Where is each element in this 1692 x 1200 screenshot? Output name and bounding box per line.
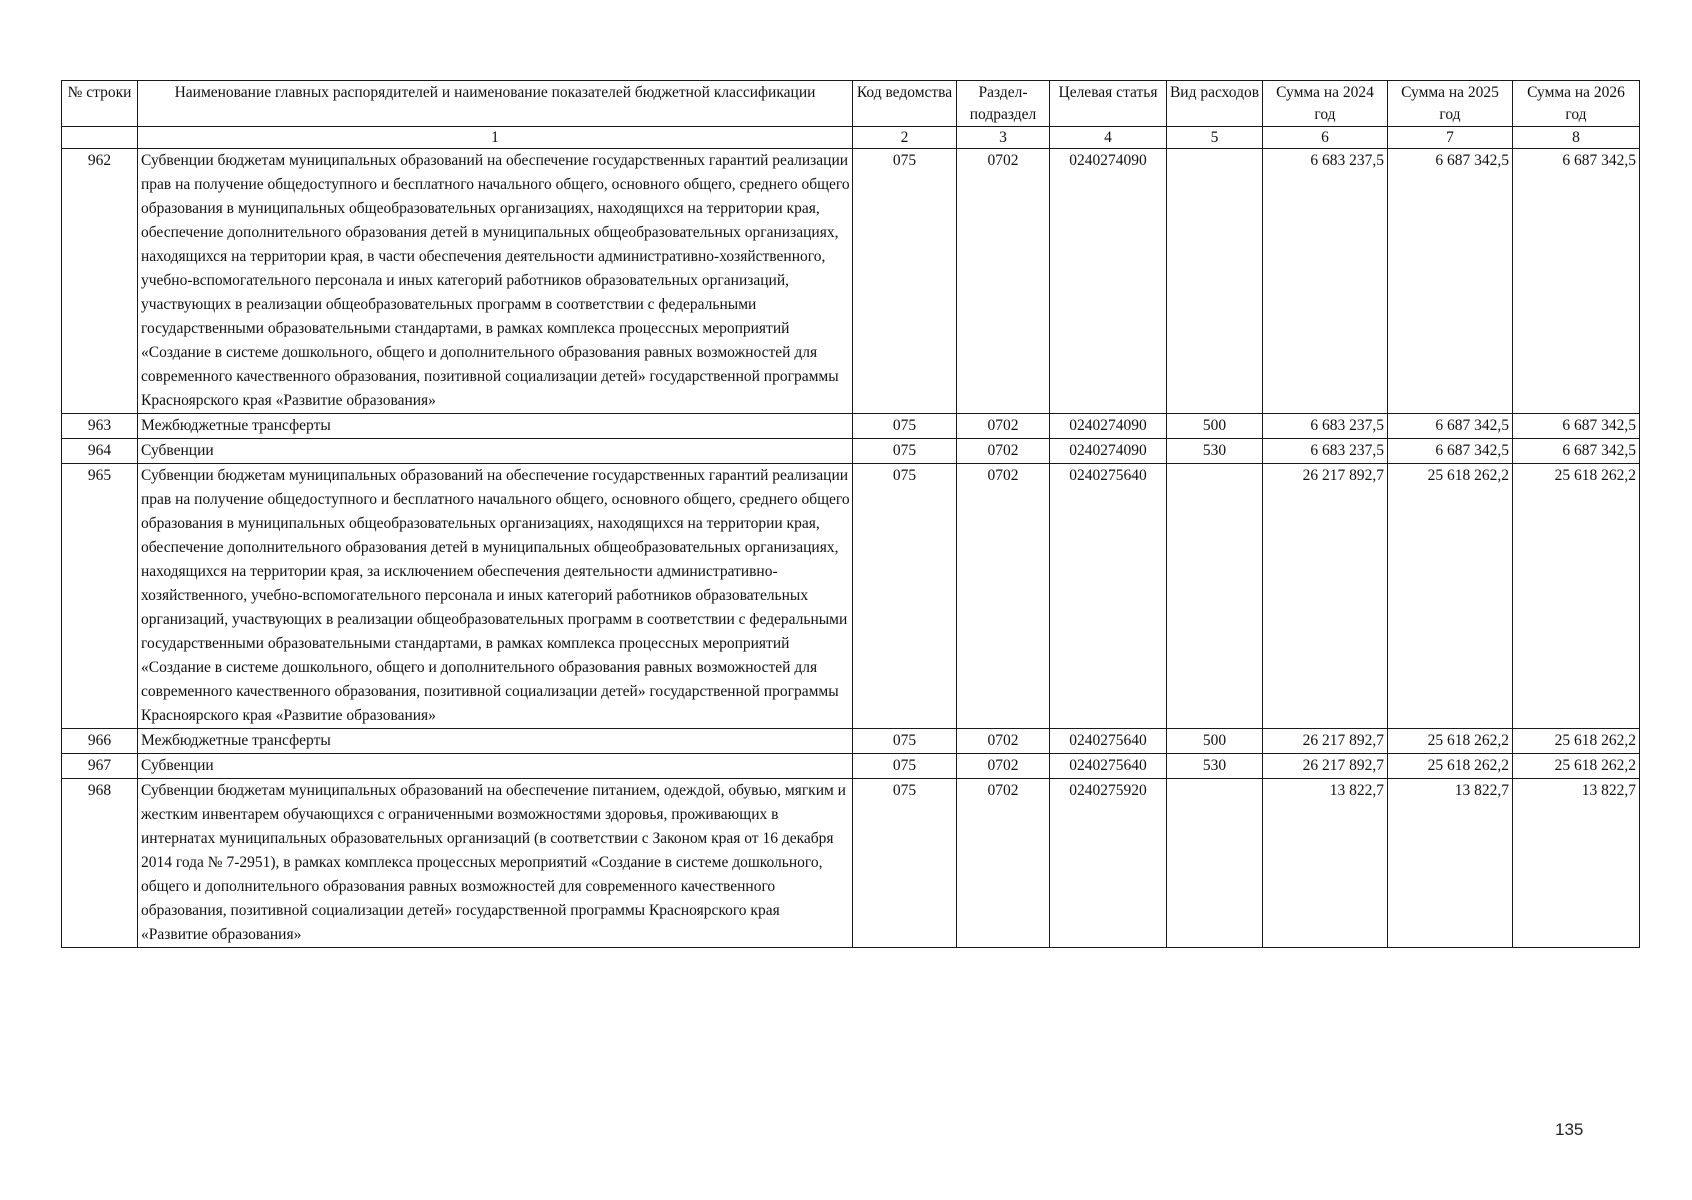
row-name: Субвенции <box>138 754 853 779</box>
header-sum-2025: Сумма на 2025 год <box>1388 81 1513 127</box>
target-article: 0240275640 <box>1050 754 1167 779</box>
header-sum-2026: Сумма на 2026 год <box>1513 81 1640 127</box>
section-code: 0702 <box>957 464 1050 729</box>
target-article: 0240274090 <box>1050 439 1167 464</box>
sum-2024: 26 217 892,7 <box>1263 464 1388 729</box>
header-name: Наименование главных распорядителей и наименование показателей бюджетной классификации <box>138 81 853 127</box>
column-number <box>62 127 138 149</box>
sum-2026: 13 822,7 <box>1513 779 1640 948</box>
table-row <box>62 414 1640 439</box>
column-number: 6 <box>1263 127 1388 149</box>
sum-2024: 6 683 237,5 <box>1263 439 1388 464</box>
table-row <box>62 729 1640 754</box>
sum-2025: 25 618 262,2 <box>1388 729 1513 754</box>
table-row <box>62 779 1640 948</box>
section-code: 0702 <box>957 754 1050 779</box>
section-code: 0702 <box>957 439 1050 464</box>
column-number-row <box>62 127 1640 149</box>
table-row <box>62 149 1640 414</box>
header-target-article: Целевая статья <box>1050 81 1167 127</box>
sum-2024: 13 822,7 <box>1263 779 1388 948</box>
row-number: 963 <box>62 414 138 439</box>
target-article: 0240275640 <box>1050 729 1167 754</box>
row-name: Межбюджетные трансферты <box>138 729 853 754</box>
section-code: 0702 <box>957 779 1050 948</box>
column-number: 8 <box>1513 127 1640 149</box>
row-name: Субвенции бюджетам муниципальных образований на обеспечение государственных гарантий реализации прав на получение общедоступного и бесплатного начального общего, основного общего, среднего общего образования в муниципальных общеобразовательных организациях, находящихся на территории края, обеспечение дополнительного образования детей в муниципальных общеобразовательных организациях, находящихся на территории края, в части обеспечения деятельности административно-хозяйственного, учебно-вспомогательного персонала и иных категорий работников образовательных организаций, участвующих в реализации общеобразовательных программ в соответствии с федеральными государственными образовательными стандартами, в рамках комплекса процессных мероприятий «Создание в системе дошкольного, общего и дополнительного образования равных возможностей для современного качественного образования, позитивной социализации детей» государственной программы Красноярского края «Развитие образования» <box>138 149 853 414</box>
sum-2026: 25 618 262,2 <box>1513 464 1640 729</box>
row-number: 967 <box>62 754 138 779</box>
header-section: Раздел-подраздел <box>957 81 1050 127</box>
column-number: 2 <box>853 127 957 149</box>
column-number: 5 <box>1167 127 1263 149</box>
department-code: 075 <box>853 464 957 729</box>
sum-2025: 6 687 342,5 <box>1388 439 1513 464</box>
department-code: 075 <box>853 779 957 948</box>
expense-type: 500 <box>1167 414 1263 439</box>
expense-type <box>1167 779 1263 948</box>
expense-type: 530 <box>1167 439 1263 464</box>
target-article: 0240274090 <box>1050 149 1167 414</box>
row-number: 966 <box>62 729 138 754</box>
section-code: 0702 <box>957 729 1050 754</box>
budget-table-sheet <box>61 80 1639 948</box>
department-code: 075 <box>853 414 957 439</box>
sum-2024: 26 217 892,7 <box>1263 754 1388 779</box>
sum-2025: 6 687 342,5 <box>1388 149 1513 414</box>
department-code: 075 <box>853 149 957 414</box>
sum-2025: 25 618 262,2 <box>1388 754 1513 779</box>
section-code: 0702 <box>957 149 1050 414</box>
row-name: Межбюджетные трансферты <box>138 414 853 439</box>
sum-2026: 6 687 342,5 <box>1513 439 1640 464</box>
row-name: Субвенции бюджетам муниципальных образований на обеспечение питанием, одеждой, обувью, мягким и жестким инвентарем обучающихся с ограниченными возможностями здоровья, проживающих в интернатах муниципальных образовательных организаций (в соответствии с Законом края от 16 декабря 2014 года № 7-2951), в рамках комплекса процессных мероприятий «Создание в системе дошкольного, общего и дополнительного образования равных возможностей для современного качественного образования, позитивной социализации детей» государственной программы Красноярского края «Развитие образования» <box>138 779 853 948</box>
row-number: 962 <box>62 149 138 414</box>
department-code: 075 <box>853 754 957 779</box>
header-row-number: № строки <box>62 81 138 127</box>
sum-2025: 6 687 342,5 <box>1388 414 1513 439</box>
sum-2026: 6 687 342,5 <box>1513 149 1640 414</box>
department-code: 075 <box>853 439 957 464</box>
table-row <box>62 754 1640 779</box>
row-name: Субвенции бюджетам муниципальных образований на обеспечение государственных гарантий реализации прав на получение общедоступного и бесплатного начального общего, основного общего, среднего общего образования в муниципальных общеобразовательных организациях, находящихся на территории края, обеспечение дополнительного образования детей в муниципальных общеобразовательных организациях, находящихся на территории края, за исключением обеспечения деятельности административно-хозяйственного, учебно-вспомогательного персонала и иных категорий работников образовательных организаций, участвующих в реализации общеобразовательных программ в соответствии с федеральными государственными образовательными стандартами, в рамках комплекса процессных мероприятий «Создание в системе дошкольного, общего и дополнительного образования равных возможностей для современного качественного образования, позитивной социализации детей» государственной программы Красноярского края «Развитие образования» <box>138 464 853 729</box>
row-number: 964 <box>62 439 138 464</box>
sum-2025: 25 618 262,2 <box>1388 464 1513 729</box>
column-number: 1 <box>138 127 853 149</box>
row-name: Субвенции <box>138 439 853 464</box>
budget-table <box>61 80 1640 948</box>
row-number: 965 <box>62 464 138 729</box>
page-number: 135 <box>1555 1120 1584 1139</box>
target-article: 0240275920 <box>1050 779 1167 948</box>
expense-type: 530 <box>1167 754 1263 779</box>
header-expense-type: Вид расходов <box>1167 81 1263 127</box>
sum-2024: 26 217 892,7 <box>1263 729 1388 754</box>
sum-2026: 25 618 262,2 <box>1513 754 1640 779</box>
expense-type <box>1167 464 1263 729</box>
section-code: 0702 <box>957 414 1050 439</box>
column-number: 4 <box>1050 127 1167 149</box>
department-code: 075 <box>853 729 957 754</box>
sum-2025: 13 822,7 <box>1388 779 1513 948</box>
column-number: 7 <box>1388 127 1513 149</box>
target-article: 0240274090 <box>1050 414 1167 439</box>
sum-2024: 6 683 237,5 <box>1263 149 1388 414</box>
sum-2024: 6 683 237,5 <box>1263 414 1388 439</box>
header-row <box>62 81 1640 127</box>
table-row <box>62 464 1640 729</box>
column-number: 3 <box>957 127 1050 149</box>
row-number: 968 <box>62 779 138 948</box>
header-department-code: Код ведомства <box>853 81 957 127</box>
target-article: 0240275640 <box>1050 464 1167 729</box>
table-row <box>62 439 1640 464</box>
expense-type: 500 <box>1167 729 1263 754</box>
sum-2026: 25 618 262,2 <box>1513 729 1640 754</box>
sum-2026: 6 687 342,5 <box>1513 414 1640 439</box>
header-sum-2024: Сумма на 2024 год <box>1263 81 1388 127</box>
expense-type <box>1167 149 1263 414</box>
